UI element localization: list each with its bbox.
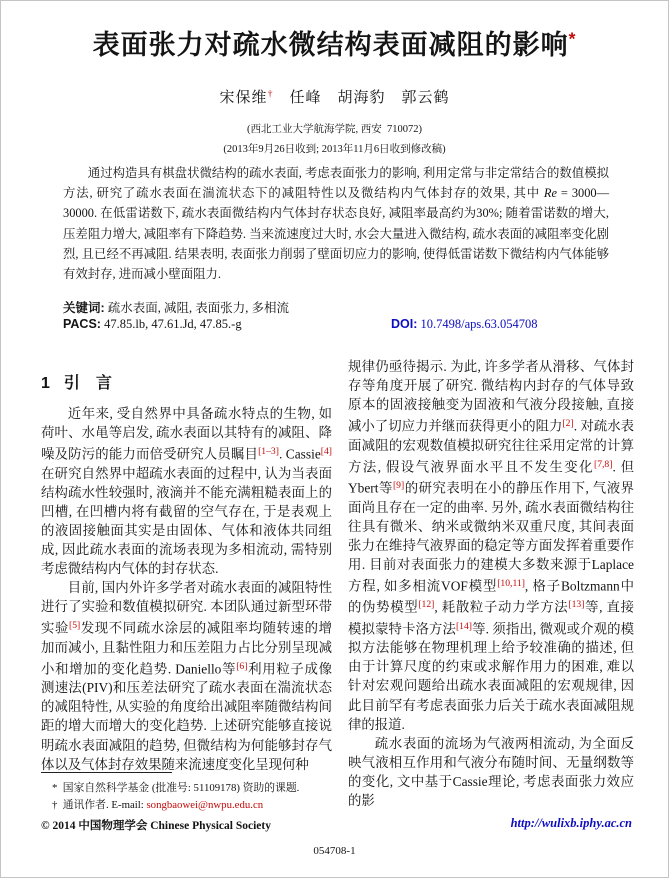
pacs-value: 47.85.lb, 47.61.Jd, 47.85.-g xyxy=(100,317,242,331)
footnote-divider xyxy=(41,772,172,773)
keywords-label: 关键词: xyxy=(63,301,105,315)
citation-ref[interactable]: [9] xyxy=(392,480,405,492)
email-link[interactable]: songbaowei@nwpu.edu.cn xyxy=(146,799,264,811)
text-segment: 表面张力对疏水微结构表面减阻的影响 xyxy=(92,30,569,60)
section-heading-introduction xyxy=(41,370,112,393)
keywords-row xyxy=(63,298,609,316)
citation-ref[interactable]: [1–3] xyxy=(258,446,279,458)
pacs-label: PACS: xyxy=(63,317,101,331)
affiliation: (西北工业大学航海学院, 西安 710072) xyxy=(247,124,422,135)
text-segment: = 3000—30000. 在低雷诺数下, 疏水表面微结构内气体封存状态良好, 减阻率最高约为30%; 随着雷诺数的增大, 压差阻力增大, 减阻率有下降趋势. 当来流速度过大时, 水会大量进入微结构, 疏水表面的减阻率变化剧烈, 且已经不再减阻. 结果表明, 表面张力削弱了壁面切应力的影响, 使得低雷诺数下微结构内气体能够有效封存, 进而减小壁面阻力. xyxy=(63,186,609,282)
text-segment: 在研究自然界中超疏水表面的过程中, 认为当表面结构疏水性较强时, 液滴并不能充满粗糙表面上的凹槽, 在凹槽内将有截留的空气存在, 于是表观上的液固接触面其实是由固体、气体和液体共同组成, 因此疏水表面的流场表现为多相流动, 需特别考虑微结构内气体的封存状态. xyxy=(41,465,332,577)
authors-line xyxy=(1,86,668,107)
text-segment: 等. 须指出, 微观或介观的模拟方法能够在物理机理上给予较准确的描述, 但由于计算尺度的约束或求解作用力的困难, 难以针对宏观问题给出疏水表面减阻的宏观规律, 因此目前罕有考虑表面张力后关于疏水表面减阻规律的报道. xyxy=(348,621,635,732)
paper-title xyxy=(1,23,668,62)
doi-link[interactable]: 10.7498/aps.63.054708 xyxy=(417,317,538,331)
citation-ref[interactable]: [4] xyxy=(320,446,333,458)
text-segment: † xyxy=(267,88,274,100)
body-paragraph xyxy=(41,404,332,578)
text-segment: 等, 直接模拟蒙特卡洛方法 xyxy=(348,599,634,637)
text-segment: 疏水表面的流场为气液两相流动, 为全面反映气液相互作用和气液分布随时间、无量纲数等的变化, 文中基于Cassie理论, 考虑表面张力效应的影 xyxy=(348,735,634,809)
footnote-contact-prefix: † 通讯作者. E-mail: xyxy=(52,799,147,811)
section-title: 引 言 xyxy=(63,375,112,392)
citation-ref[interactable]: [14] xyxy=(455,620,472,632)
text-segment: 任峰 胡海豹 郭云鹤 xyxy=(273,90,450,106)
footer-copyright: © 2014 中国物理学会 Chinese Physical Society xyxy=(41,820,271,832)
citation-ref[interactable]: [13] xyxy=(568,599,585,611)
page-number: 054708-1 xyxy=(313,845,356,857)
text-segment: * xyxy=(568,28,577,49)
text-segment: 发现不同疏水涂层的减阻率均随转速的增加而减小, 且黏性阻力和压差阻力占比分别呈现减小和增加的变化趋势. Daniello等 xyxy=(41,620,333,677)
section-number: 1 xyxy=(41,375,50,392)
text-segment: 近年来, 受自然界中具备疏水特点的生物, 如荷叶、水黾等启发, 疏水表面以其特有的减阻、降噪及防污的能力而倍受研究人员瞩目 xyxy=(41,406,332,462)
text-segment: 通过构造具有棋盘状微结构的疏水表面, 考虑表面张力的影响, 利用定常与非定常结合的数值模拟方法, 研究了疏水表面在湍流状态下的减阻特性以及微结构内气体封存的效果, 其中 xyxy=(63,166,609,201)
citation-ref[interactable]: [7,8] xyxy=(593,458,613,470)
text-segment: . 对疏水表面减阻的宏观数值模拟研究往往采用定常的计算方法, 假设气液界面水平且不发生变化 xyxy=(348,418,634,475)
text-segment: 利用粒子成像测速法(PIV)和压差法研究了疏水表面在湍流状态的减阻特性, 从实验的角度给出减阻率随微结构间距的增大而增大的变化趋势. 上述研究能够直接说明疏水表面减阻的趋势, 但微结构为何能够封存气体以及气体封存效果随来流速度变化呈现何种 xyxy=(41,661,332,772)
body-paragraph xyxy=(348,734,634,810)
footnote-contact xyxy=(52,798,342,813)
abstract-text xyxy=(63,163,609,284)
keywords-value: 疏水表面, 减阻, 表面张力, 多相流 xyxy=(104,301,290,315)
received-dates: (2013年9月26日收到; 2013年11月6日收到修改稿) xyxy=(223,144,446,155)
text-segment: 规律仍亟待揭示. 为此, 许多学者从滑移、气体封存等角度开展了研究. 微结构内封存的气体导致原本的固液接触变为固液和气液分段接触, 直接减小了切应力并继而获得更小的阻力 xyxy=(348,359,634,434)
citation-ref[interactable]: [10,11] xyxy=(497,578,525,590)
text-segment: 的研究表明在小的静压作用下, 气液界面尚且存在一定的曲率. 另外, 疏水表面微结构往往具有微米、纳米或微纳米双重尺度, 其间表面张力在维持气液界面的稳定等方面发挥着重要作用. 目前对表面张力的建模大多数来源于Laplace方程, 如多相流VOF模型 xyxy=(348,480,634,594)
text-segment: , 耗散粒子动力学方法 xyxy=(434,599,569,615)
citation-ref[interactable]: [5] xyxy=(68,620,81,632)
column-left xyxy=(41,404,332,774)
journal-url-link[interactable]: http://wulixb.iphy.ac.cn xyxy=(510,816,632,830)
citation-ref[interactable]: [12] xyxy=(418,599,435,611)
body-paragraph xyxy=(348,357,634,734)
column-right xyxy=(348,357,634,810)
text-segment: Re xyxy=(543,186,557,201)
doi-label: DOI: xyxy=(391,317,418,331)
text-segment: . Cassie xyxy=(278,446,321,462)
text-segment: . 但Ybert等 xyxy=(348,459,634,496)
footnote-funding: * 国家自然科学基金 (批准号: 51109178) 资助的课题. xyxy=(52,782,300,794)
doi xyxy=(391,317,538,332)
citation-ref[interactable]: [6] xyxy=(236,660,248,672)
pacs-doi-row xyxy=(63,317,609,332)
text-segment: 宋保维 xyxy=(219,90,268,106)
citation-ref[interactable]: [2] xyxy=(562,418,574,430)
text-segment: 目前, 国内外许多学者对疏水表面的减阻特性进行了实验和数值模拟研究. 本团队通过新型环带实验 xyxy=(41,580,332,636)
text-segment: , 格子Boltzmann中的伪势模型 xyxy=(348,578,634,615)
body-paragraph xyxy=(41,578,332,774)
